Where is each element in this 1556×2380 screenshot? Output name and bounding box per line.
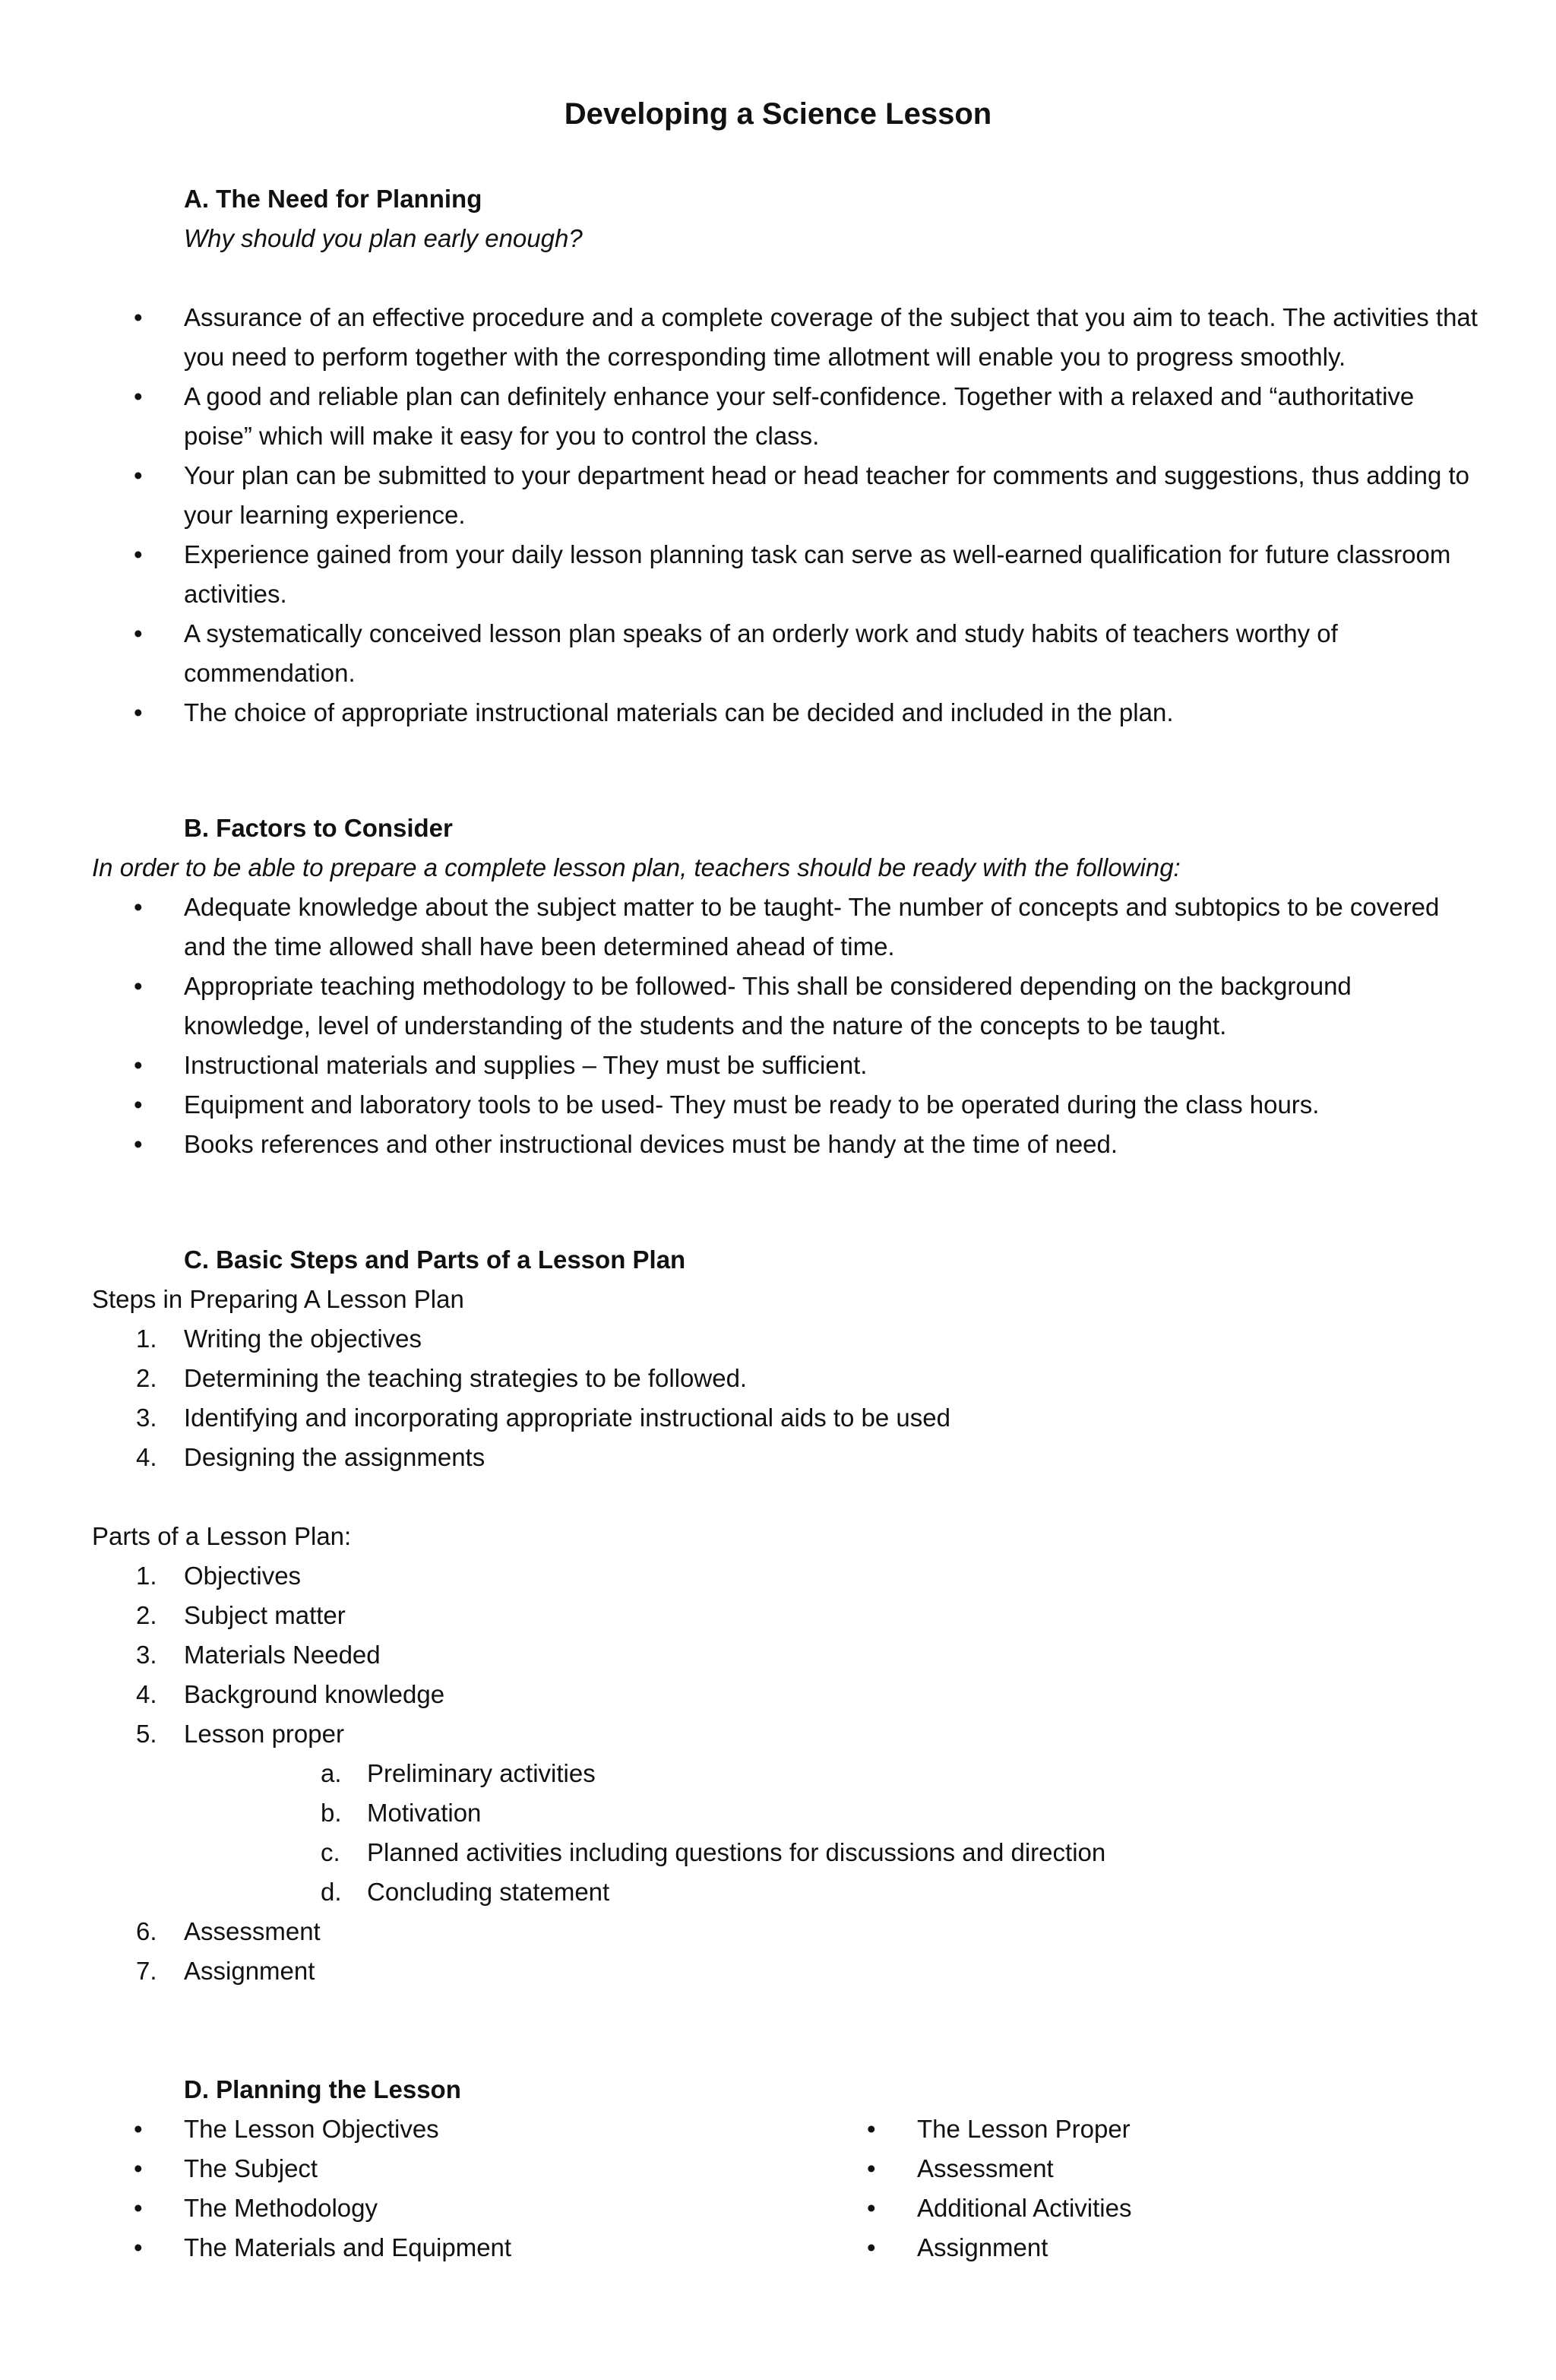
number-marker: 4. (136, 1443, 157, 1471)
list-item-text: Materials Needed (184, 1641, 381, 1669)
page-title: Developing a Science Lesson (564, 97, 992, 131)
section-b-intro: In order to be able to prepare a complete lesson plan, teachers should be ready with the following: (92, 853, 1181, 881)
list-item (92, 1125, 1482, 1164)
bullet-marker: • (134, 1130, 143, 1158)
bullet-marker: • (134, 893, 143, 921)
list-item-text: Assessment (917, 2154, 1054, 2182)
bullet-marker: • (134, 461, 143, 489)
list-item-text: Motivation (367, 1799, 482, 1827)
number-marker: 2. (136, 1601, 157, 1629)
list-item-text: Objectives (184, 1562, 302, 1590)
bullet-marker: • (134, 2233, 143, 2261)
list-item (92, 2228, 776, 2268)
steps-label: Steps in Preparing A Lesson Plan (92, 1285, 464, 1313)
list-item-text: Your plan can be submitted to your department head or head teacher for comments and suggestions, thus adding to your learning experience. (184, 461, 1470, 529)
bullet-marker: • (134, 2115, 143, 2143)
number-marker: 1. (136, 1562, 157, 1590)
section-a-bullet-list (92, 298, 1482, 733)
list-item (92, 535, 1482, 614)
list-item (92, 1951, 1384, 1991)
list-item (92, 693, 1482, 733)
bullet-marker: • (134, 698, 143, 726)
bullet-marker: • (867, 2233, 876, 2261)
number-marker: 3. (136, 1404, 157, 1432)
list-item-text: Designing the assignments (184, 1443, 485, 1471)
letter-marker: c. (321, 1838, 340, 1866)
list-item (275, 1793, 1105, 1833)
list-item-text: Appropriate teaching methodology to be followed- This shall be considered depending on the background knowledge, level of understanding of the students and the nature of the concepts to be taught. (184, 972, 1352, 1040)
parts-list (92, 1556, 1384, 1754)
list-item-text: Assurance of an effective procedure and a complete coverage of the subject that you aim to teach. The activities that you need to perform together with the corresponding time allotment will enable you to progress smoothly. (184, 303, 1478, 371)
list-item-text: The Lesson Proper (917, 2115, 1131, 2143)
section-d-left-list (92, 2109, 776, 2268)
list-item (92, 2149, 776, 2189)
list-item (92, 1556, 1384, 1596)
steps-list (92, 1319, 1384, 1477)
list-item (92, 377, 1482, 456)
list-item (825, 2109, 1433, 2149)
list-item (275, 1833, 1105, 1872)
list-item (825, 2149, 1433, 2189)
letter-marker: a. (321, 1759, 342, 1787)
list-item-text: Subject matter (184, 1601, 346, 1629)
list-item (825, 2228, 1433, 2268)
list-item (92, 456, 1482, 535)
list-item (92, 1319, 1384, 1359)
list-item-text: Assessment (184, 1917, 321, 1945)
list-item-text: The choice of appropriate instructional materials can be decided and included in the plan. (184, 698, 1174, 726)
number-marker: 4. (136, 1680, 157, 1708)
list-item (825, 2189, 1433, 2228)
list-item (92, 1675, 1384, 1714)
number-marker: 5. (136, 1720, 157, 1748)
list-item (92, 614, 1482, 693)
number-marker: 7. (136, 1957, 157, 1985)
list-item-text: Lesson proper (184, 1720, 344, 1748)
list-item-text: Assignment (917, 2233, 1048, 2261)
letter-marker: d. (321, 1878, 342, 1906)
bullet-marker: • (134, 2154, 143, 2182)
list-item-text: Identifying and incorporating appropriate instructional aids to be used (184, 1404, 950, 1432)
list-item (92, 1912, 1384, 1951)
list-item (92, 1046, 1482, 1085)
list-item-text: The Subject (184, 2154, 318, 2182)
list-item-text: Determining the teaching strategies to be followed. (184, 1364, 748, 1392)
list-item-text: Experience gained from your daily lesson planning task can serve as well-earned qualification for future classroom activities. (184, 540, 1451, 608)
bullet-marker: • (134, 1090, 143, 1119)
letter-marker: b. (321, 1799, 342, 1827)
number-marker: 6. (136, 1917, 157, 1945)
list-item-text: Background knowledge (184, 1680, 445, 1708)
list-item (92, 1398, 1384, 1438)
list-item-text: The Methodology (184, 2194, 378, 2222)
bullet-marker: • (134, 382, 143, 410)
list-item-text: Concluding statement (367, 1878, 610, 1906)
list-item (92, 1359, 1384, 1398)
section-c-heading: C. Basic Steps and Parts of a Lesson Plan (184, 1245, 686, 1274)
list-item (92, 1085, 1482, 1125)
section-a-question: Why should you plan early enough? (184, 224, 583, 252)
bullet-marker: • (867, 2194, 876, 2222)
list-item (275, 1754, 1105, 1793)
section-d-right-list (825, 2109, 1433, 2268)
bullet-marker: • (134, 972, 143, 1000)
list-item (92, 967, 1482, 1046)
number-marker: 2. (136, 1364, 157, 1392)
section-b-heading: B. Factors to Consider (184, 814, 453, 842)
list-item (92, 888, 1482, 967)
list-item (275, 1872, 1105, 1912)
list-item-text: Books references and other instructional devices must be handy at the time of need. (184, 1130, 1118, 1158)
bullet-marker: • (134, 2194, 143, 2222)
bullet-marker: • (867, 2154, 876, 2182)
bullet-marker: • (134, 619, 143, 647)
list-item-text: Additional Activities (917, 2194, 1132, 2222)
list-item (92, 1635, 1384, 1675)
list-item-text: Writing the objectives (184, 1325, 422, 1353)
bullet-marker: • (134, 1051, 143, 1079)
list-item-text: Instructional materials and supplies – They must be sufficient. (184, 1051, 868, 1079)
list-item-text: Adequate knowledge about the subject matter to be taught- The number of concepts and subtopics to be covered and the time allowed shall have been determined ahead of time. (184, 893, 1440, 961)
section-b-bullet-list (92, 888, 1482, 1164)
bullet-marker: • (867, 2115, 876, 2143)
list-item (92, 1596, 1384, 1635)
list-item-text: A systematically conceived lesson plan speaks of an orderly work and study habits of teachers worthy of commendation. (184, 619, 1338, 687)
list-item-text: Assignment (184, 1957, 315, 1985)
list-item-text: Preliminary activities (367, 1759, 596, 1787)
bullet-marker: • (134, 303, 143, 331)
list-item-text: Equipment and laboratory tools to be used- They must be ready to be operated during the class hours. (184, 1090, 1320, 1119)
section-a-heading: A. The Need for Planning (184, 185, 482, 213)
list-item (92, 2189, 776, 2228)
list-item-text: Planned activities including questions for discussions and direction (367, 1838, 1106, 1866)
list-item-text: The Materials and Equipment (184, 2233, 512, 2261)
parts-list-continued (92, 1912, 1384, 1991)
bullet-marker: • (134, 540, 143, 568)
number-marker: 3. (136, 1641, 157, 1669)
section-d-heading: D. Planning the Lesson (184, 2075, 461, 2103)
list-item-text: The Lesson Objectives (184, 2115, 439, 2143)
number-marker: 1. (136, 1325, 157, 1353)
list-item (92, 1438, 1384, 1477)
list-item-text: A good and reliable plan can definitely enhance your self-confidence. Together with a relaxed and “authoritative poise” which will make it easy for you to control the class. (184, 382, 1415, 450)
parts-label: Parts of a Lesson Plan: (92, 1522, 352, 1550)
list-item (92, 298, 1482, 377)
list-item (92, 2109, 776, 2149)
list-item (92, 1714, 1384, 1754)
lesson-proper-sublist (275, 1754, 1105, 1912)
